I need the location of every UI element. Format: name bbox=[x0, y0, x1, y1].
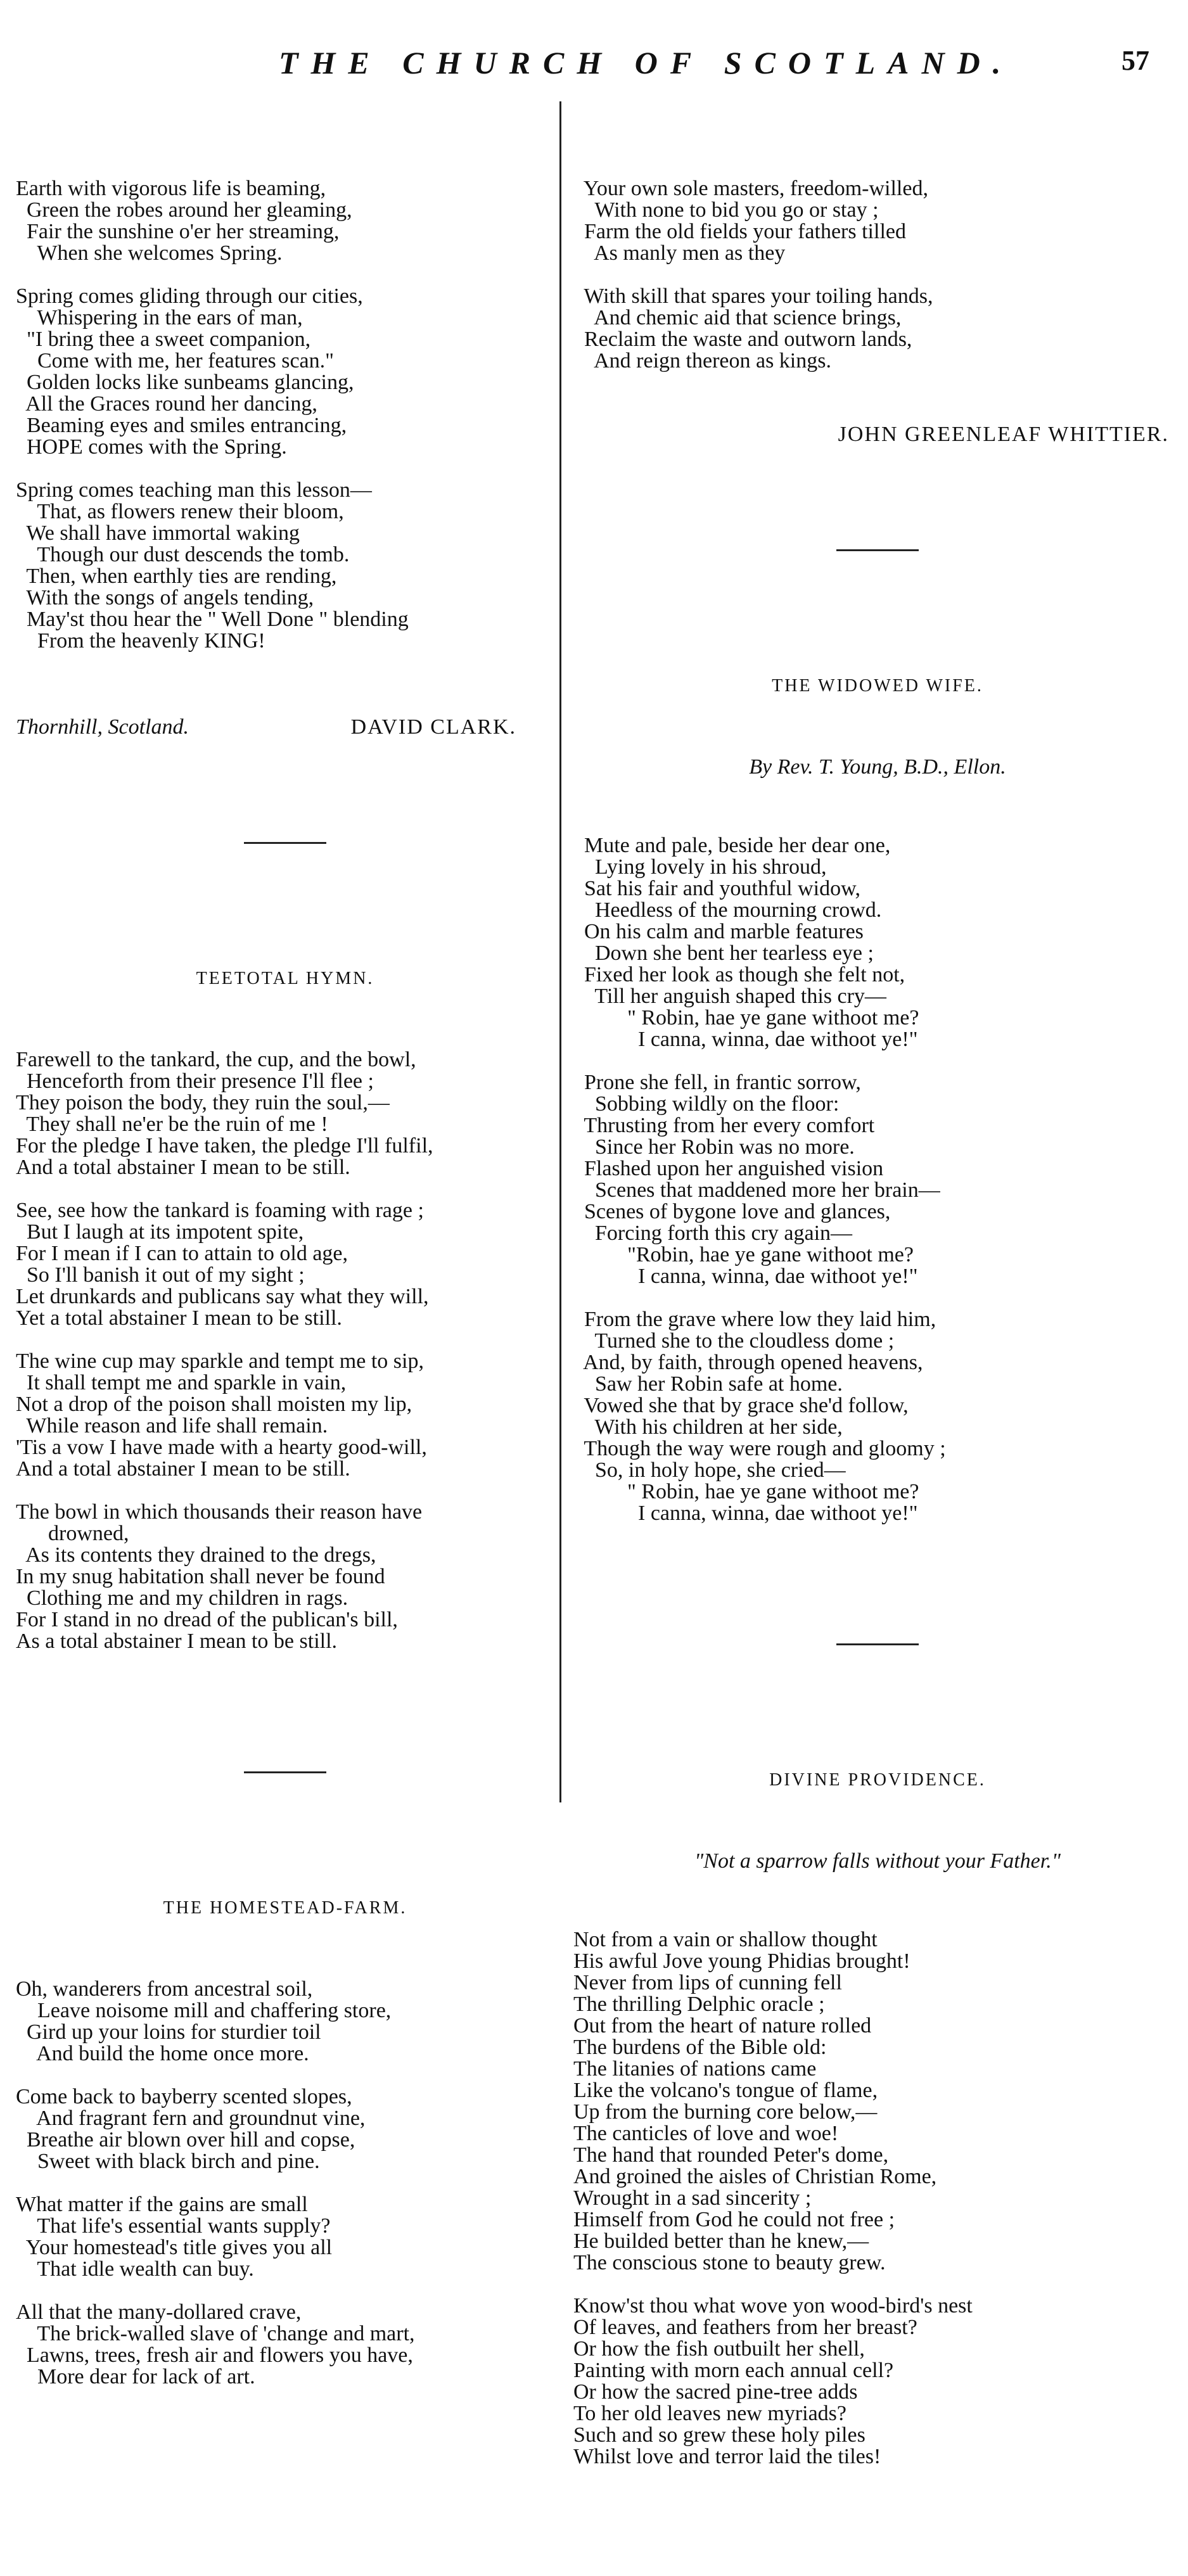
verse-line: And, by faith, through opened heavens, bbox=[573, 1351, 923, 1374]
verse-line: The hand that rounded Peter's dome, bbox=[573, 2143, 889, 2167]
verse-line: And a total abstainer I mean to be still. bbox=[16, 1156, 350, 1179]
verse-line: All that the many-dollared crave, bbox=[16, 2300, 302, 2324]
verse-line: And build the home once more. bbox=[16, 2042, 309, 2065]
verse-line: Leave noisome mill and chaffering store, bbox=[16, 1999, 392, 2022]
verse-line: That life's essential wants supply? bbox=[16, 2214, 331, 2238]
teetotal-title: TEETOTAL HYMN. bbox=[196, 969, 374, 988]
poem-divine-providence bbox=[573, 1726, 1182, 2532]
verse-line: More dear for lack of art. bbox=[16, 2365, 255, 2388]
verse-line: Himself from God he could not free ; bbox=[573, 2208, 895, 2231]
verse-line: Oh, wanderers from ancestral soil, bbox=[16, 1977, 313, 2001]
verse-line: Know'st thou what wove yon wood-bird's nest bbox=[573, 2294, 973, 2318]
spring-stanzas bbox=[16, 178, 554, 652]
poem-widowed-wife bbox=[573, 632, 1182, 1589]
verse-line: Though our dust descends the tomb. bbox=[16, 543, 350, 566]
poem-homestead-farm bbox=[16, 1854, 554, 2452]
stanza bbox=[16, 2302, 554, 2388]
verse-line: Sweet with black birch and pine. bbox=[16, 2150, 320, 2173]
stanza bbox=[16, 1049, 554, 1178]
verse-line: So I'll banish it out of my sight ; bbox=[16, 1263, 305, 1287]
verse-line: Whilst love and terror laid the tiles! bbox=[573, 2445, 881, 2468]
verse-line: When she welcomes Spring. bbox=[16, 241, 283, 265]
verse-line: Your homestead's title gives you all bbox=[16, 2236, 333, 2259]
verse-line: From the heavenly KING! bbox=[16, 629, 265, 653]
verse-line: It shall tempt me and sparkle in vain, bbox=[16, 1371, 347, 1394]
stanza bbox=[16, 1979, 554, 2065]
verse-line: Breathe air blown over hill and copse, bbox=[16, 2128, 355, 2152]
verse-line: Gird up your loins for sturdier toil bbox=[16, 2020, 321, 2044]
verse-line: "I bring thee a sweet companion, bbox=[16, 328, 311, 351]
verse-line: Clothing me and my children in rags. bbox=[16, 1586, 348, 1610]
verse-line: Such and so grew these holy piles bbox=[573, 2423, 865, 2447]
verse-line: Scenes of bygone love and glances, bbox=[573, 1200, 891, 1223]
verse-line: Forcing forth this cry again— bbox=[573, 1221, 853, 1245]
verse-line: Out from the heart of nature rolled bbox=[573, 2014, 872, 2037]
verse-line: To her old leaves new myriads? bbox=[573, 2402, 846, 2425]
verse-line: May'st thou hear the " Well Done " blending bbox=[16, 608, 409, 631]
verse-line: Whispering in the ears of man, bbox=[16, 306, 303, 329]
verse-line: 'Tis a vow I have made with a hearty good-will, bbox=[16, 1436, 427, 1459]
page-number: 57 bbox=[1121, 45, 1149, 76]
verse-line: Earth with vigorous life is beaming, bbox=[16, 177, 326, 200]
verse-line: Sat his fair and youthful widow, bbox=[573, 877, 860, 900]
section-rule bbox=[244, 842, 326, 844]
verse-line: In my snug habitation shall never be found bbox=[16, 1565, 385, 1588]
spring-author: DAVID CLARK. bbox=[350, 715, 516, 739]
verse-line: With none to bid you go or stay ; bbox=[573, 198, 879, 222]
verse-line: " Robin, hae ye gane withoot me? bbox=[573, 1006, 919, 1030]
verse-line: Turned she to the cloudless dome ; bbox=[573, 1329, 895, 1353]
verse-line: The brick-walled slave of 'change and mart, bbox=[16, 2322, 415, 2345]
verse-line: For I stand in no dread of the publican's bill, bbox=[16, 1608, 398, 1631]
verse-line: As manly men as they bbox=[573, 241, 786, 265]
stanza bbox=[573, 1929, 1182, 2274]
verse-line: Lying lovely in his shroud, bbox=[573, 855, 827, 879]
left-column bbox=[16, 92, 554, 2496]
verse-line: They poison the body, they ruin the soul,— bbox=[16, 1091, 390, 1114]
verse-line: Then, when earthly ties are rending, bbox=[16, 564, 337, 588]
stanza bbox=[16, 178, 554, 264]
stanza bbox=[573, 1072, 1182, 1287]
verse-line: Of leaves, and feathers from her breast? bbox=[573, 2316, 917, 2339]
verse-line: Up from the burning core below,— bbox=[573, 2100, 878, 2124]
verse-line: What matter if the gains are small bbox=[16, 2193, 308, 2216]
verse-line: The conscious stone to beauty grew. bbox=[573, 2251, 886, 2274]
verse-line: As a total abstainer I mean to be still. bbox=[16, 1629, 338, 1653]
providence-stanzas bbox=[573, 1929, 1182, 2468]
section-rule bbox=[836, 1643, 919, 1645]
verse-line: With the songs of angels tending, bbox=[16, 586, 314, 609]
verse-line: Like the volcano's tongue of flame, bbox=[573, 2079, 878, 2102]
verse-line: Or how the fish outbuilt her shell, bbox=[573, 2337, 865, 2361]
stanza bbox=[16, 1200, 554, 1329]
verse-line: We shall have immortal waking bbox=[16, 521, 300, 545]
verse-line: Sobbing wildly on the floor: bbox=[573, 1092, 840, 1116]
verse-line: Vowed she that by grace she'd follow, bbox=[573, 1394, 909, 1417]
verse-line: Henceforth from their presence I'll flee ; bbox=[16, 1069, 374, 1093]
stanza bbox=[573, 178, 1182, 264]
stanza bbox=[16, 2086, 554, 2172]
verse-line: Or how the sacred pine-tree adds bbox=[573, 2380, 858, 2404]
verse-line: Green the robes around her gleaming, bbox=[16, 198, 352, 222]
verse-line: The litanies of nations came bbox=[573, 2057, 817, 2081]
right-column bbox=[573, 92, 1182, 2575]
verse-line: I canna, winna, dae withoot ye!" bbox=[573, 1265, 918, 1288]
widowed-stanzas bbox=[573, 835, 1182, 1524]
providence-title: DIVINE PROVIDENCE. bbox=[769, 1770, 986, 1790]
verse-line: For I mean if I can to attain to old age, bbox=[16, 1242, 348, 1265]
verse-line: With skill that spares your toiling hands, bbox=[573, 284, 933, 308]
verse-line: Heedless of the mourning crowd. bbox=[573, 898, 882, 922]
verse-line: "Robin, hae ye gane withoot me? bbox=[573, 1243, 914, 1266]
homestead-stanzas bbox=[16, 1979, 554, 2388]
verse-line: Flashed upon her anguished vision bbox=[573, 1157, 884, 1180]
verse-line: The thrilling Delphic oracle ; bbox=[573, 1993, 825, 2016]
verse-line: On his calm and marble features bbox=[573, 920, 864, 943]
stanza bbox=[573, 2295, 1182, 2468]
verse-line: I canna, winna, dae withoot ye!" bbox=[573, 1502, 918, 1525]
verse-line: His awful Jove young Phidias brought! bbox=[573, 1949, 910, 1973]
teetotal-stanzas bbox=[16, 1049, 554, 1652]
verse-line: See, see how the tankard is foaming with rage ; bbox=[16, 1199, 424, 1222]
verse-line: The wine cup may sparkle and tempt me to sip, bbox=[16, 1349, 424, 1373]
spring-place: Thornhill, Scotland. bbox=[16, 715, 189, 739]
verse-line: For the pledge I have taken, the pledge I'll fulfil, bbox=[16, 1134, 433, 1157]
verse-line: The burdens of the Bible old: bbox=[573, 2036, 827, 2059]
verse-line: So, in holy hope, she cried— bbox=[573, 1458, 846, 1482]
verse-line: drowned, bbox=[16, 1522, 129, 1545]
verse-line: The canticles of love and woe! bbox=[573, 2122, 839, 2145]
stanza bbox=[16, 2194, 554, 2280]
verse-line: And groined the aisles of Christian Rome, bbox=[573, 2165, 937, 2188]
verse-line: And chemic aid that science brings, bbox=[573, 306, 902, 329]
verse-line: They shall ne'er be the ruin of me ! bbox=[16, 1113, 328, 1136]
verse-line: Mute and pale, beside her dear one, bbox=[573, 834, 891, 857]
providence-epigraph: "Not a sparrow falls without your Father." bbox=[694, 1849, 1061, 1873]
verse-line: Your own sole masters, freedom-willed, bbox=[573, 177, 928, 200]
verse-line: While reason and life shall remain. bbox=[16, 1414, 328, 1438]
verse-line: Prone she fell, in frantic sorrow, bbox=[573, 1071, 861, 1094]
verse-line: That idle wealth can buy. bbox=[16, 2257, 254, 2281]
verse-line: Fair the sunshine o'er her streaming, bbox=[16, 220, 340, 243]
verse-line: Wrought in a sad sincerity ; bbox=[573, 2186, 812, 2210]
homestead-cont-stanzas bbox=[573, 178, 1182, 372]
verse-line: Lawns, trees, fresh air and flowers you have, bbox=[16, 2343, 413, 2367]
stanza bbox=[16, 1502, 554, 1652]
verse-line: As its contents they drained to the dregs, bbox=[16, 1543, 376, 1567]
verse-line: And fragrant fern and groundnut vine, bbox=[16, 2107, 366, 2130]
verse-line: Reclaim the waste and outworn lands, bbox=[573, 328, 912, 351]
verse-line: HOPE comes with the Spring. bbox=[16, 435, 287, 459]
verse-line: Thrusting from her every comfort bbox=[573, 1114, 875, 1137]
whittier-author: JOHN GREENLEAF WHITTIER. bbox=[838, 423, 1169, 446]
verse-line: Not a drop of the poison shall moisten my lip, bbox=[16, 1393, 412, 1416]
stanza bbox=[573, 835, 1182, 1050]
verse-line: That, as flowers renew their bloom, bbox=[16, 500, 344, 523]
verse-line: Spring comes gliding through our cities, bbox=[16, 284, 363, 308]
verse-line: Yet a total abstainer I mean to be still. bbox=[16, 1306, 342, 1330]
verse-line: Till her anguish shaped this cry— bbox=[573, 985, 886, 1008]
verse-line: Down she bent her tearless eye ; bbox=[573, 941, 874, 965]
verse-line: All the Graces round her dancing, bbox=[16, 392, 317, 416]
stanza bbox=[573, 1309, 1182, 1524]
verse-line: Spring comes teaching man this lesson— bbox=[16, 478, 372, 502]
verse-line: Painting with morn each annual cell? bbox=[573, 2359, 894, 2382]
verse-line: Scenes that maddened more her brain— bbox=[573, 1178, 940, 1202]
verse-line: Though the way were rough and gloomy ; bbox=[573, 1437, 946, 1460]
stanza bbox=[16, 1351, 554, 1480]
verse-line: From the grave where low they laid him, bbox=[573, 1308, 936, 1331]
poem-homestead-farm-continued bbox=[573, 135, 1182, 495]
verse-line: But I laugh at its impotent spite, bbox=[16, 1220, 304, 1244]
verse-line: Farm the old fields your fathers tilled bbox=[573, 220, 906, 243]
verse-line: " Robin, hae ye gane withoot me? bbox=[573, 1480, 919, 1503]
verse-line: Let drunkards and publicans say what they will, bbox=[16, 1285, 429, 1308]
verse-line: Saw her Robin safe at home. bbox=[573, 1372, 843, 1396]
verse-line: Golden locks like sunbeams glancing, bbox=[16, 371, 354, 394]
poem-teetotal-hymn bbox=[16, 925, 554, 1717]
column-divider bbox=[559, 101, 561, 1802]
poem-spring bbox=[16, 135, 554, 787]
verse-line: Not from a vain or shallow thought bbox=[573, 1928, 878, 1951]
verse-line: Come back to bayberry scented slopes, bbox=[16, 2085, 352, 2108]
running-head bbox=[0, 44, 1188, 89]
stanza bbox=[16, 286, 554, 458]
section-rule bbox=[836, 549, 919, 551]
verse-line: The bowl in which thousands their reason have bbox=[16, 1500, 423, 1524]
verse-line: Come with me, her features scan." bbox=[16, 349, 334, 373]
verse-line: Fixed her look as though she felt not, bbox=[573, 963, 905, 986]
homestead-title: THE HOMESTEAD-FARM. bbox=[163, 1898, 407, 1918]
verse-line: Farewell to the tankard, the cup, and the bowl, bbox=[16, 1048, 416, 1071]
stanza bbox=[573, 286, 1182, 372]
widowed-title: THE WIDOWED WIFE. bbox=[772, 676, 983, 696]
verse-line: Beaming eyes and smiles entrancing, bbox=[16, 414, 347, 437]
verse-line: Since her Robin was no more. bbox=[573, 1135, 855, 1159]
section-rule bbox=[244, 1771, 326, 1773]
verse-line: And reign thereon as kings. bbox=[573, 349, 831, 373]
verse-line: He builded better than he knew,— bbox=[573, 2229, 869, 2253]
widowed-byline: By Rev. T. Young, B.D., Ellon. bbox=[749, 755, 1006, 779]
verse-line: And a total abstainer I mean to be still. bbox=[16, 1457, 350, 1481]
verse-line: I canna, winna, dae withoot ye!" bbox=[573, 1028, 918, 1051]
spring-signature bbox=[16, 717, 554, 738]
verse-line: With his children at her side, bbox=[573, 1415, 843, 1439]
stanza bbox=[16, 480, 554, 652]
verse-line: Never from lips of cunning fell bbox=[573, 1971, 842, 1994]
running-title: THE CHURCH OF SCOTLAND. bbox=[279, 45, 1014, 80]
